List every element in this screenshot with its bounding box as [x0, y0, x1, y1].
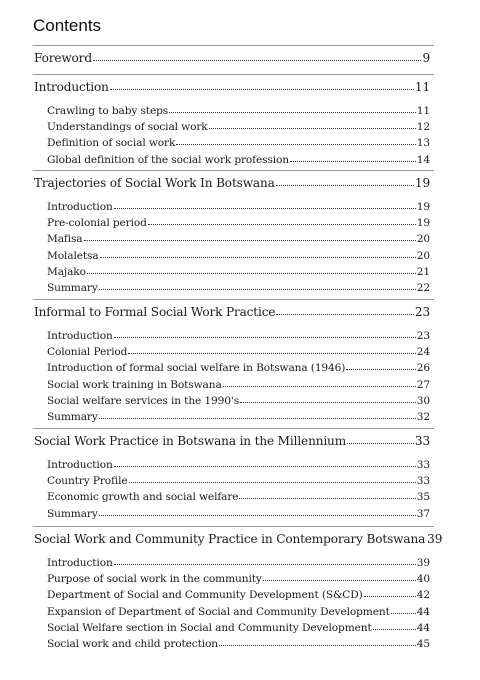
toc-section-entry[interactable] — [47, 556, 430, 569]
toc-section-entry[interactable] — [47, 120, 430, 133]
section-page-number: 14 — [416, 153, 430, 166]
dot-leader — [169, 103, 416, 113]
toc-section-entry[interactable] — [47, 458, 430, 471]
section-page-number: 20 — [416, 249, 430, 262]
toc-chapter-entry[interactable] — [34, 176, 430, 190]
section-page-number: 32 — [416, 411, 430, 423]
toc-section-entry[interactable] — [47, 200, 430, 213]
chapter-page-number: 9 — [422, 51, 430, 65]
dot-leader — [223, 377, 416, 387]
section-page-number: 44 — [416, 621, 430, 634]
section-title: Purpose of social work in the community — [47, 573, 262, 586]
section-title: Expansion of Department of Social and Community Development — [47, 605, 390, 618]
section-title: Social work training in Botswana — [47, 378, 222, 391]
chapter-page-number: 19 — [414, 176, 430, 190]
section-title: Social welfare services in the 1990's — [47, 394, 240, 407]
chapter-title: Foreword — [34, 51, 92, 65]
dot-leader — [239, 489, 415, 499]
section-title: Social work and child protection — [47, 638, 218, 650]
chapter-title: Trajectories of Social Work In Botswana — [34, 176, 275, 190]
chapter-page-number: 23 — [414, 305, 430, 319]
section-title: Introduction — [47, 557, 113, 569]
section-title: Country Profile — [47, 475, 128, 488]
section-page-number: 11 — [416, 105, 430, 117]
toc-section-entry[interactable] — [47, 621, 430, 634]
chapter-title: Introduction — [34, 80, 109, 94]
toc-section-entry[interactable] — [47, 361, 430, 374]
section-title: Molaletsa — [47, 249, 99, 262]
dot-leader — [84, 231, 416, 241]
section-title: Introduction — [47, 330, 113, 342]
chapter-title: Social Work and Community Practice in Contemporary Botswana — [34, 532, 426, 546]
dot-leader — [128, 344, 415, 354]
section-title: Mafisa — [47, 233, 83, 246]
section-title: Introduction — [47, 459, 113, 471]
toc-chapter-entry[interactable] — [34, 434, 430, 448]
toc-section-entry[interactable] — [47, 474, 430, 487]
chapter-divider — [33, 428, 434, 429]
dot-leader — [114, 457, 416, 467]
section-title: Global definition of the social work profession — [47, 153, 289, 166]
chapter-divider — [33, 299, 434, 300]
dot-leader — [110, 80, 414, 90]
section-title: Pre-colonial period — [47, 217, 147, 230]
section-page-number: 24 — [416, 346, 430, 359]
toc-section-entry[interactable] — [47, 345, 430, 358]
toc-section-entry[interactable] — [47, 265, 430, 278]
dot-leader — [347, 434, 414, 444]
dot-leader — [100, 248, 416, 258]
chapter-page-number: 39 — [427, 532, 443, 546]
dot-leader — [114, 328, 416, 338]
toc-section-entry[interactable] — [47, 394, 430, 407]
dot-leader — [93, 51, 422, 61]
section-title: Department of Social and Community Development (S&CD) — [47, 589, 363, 602]
dot-leader — [391, 604, 416, 614]
section-page-number: 12 — [416, 121, 430, 134]
dot-leader — [99, 280, 416, 290]
section-title: Summary — [47, 411, 98, 423]
toc-section-entry[interactable] — [47, 329, 430, 342]
section-title: Crawling to baby steps — [47, 105, 169, 117]
section-page-number: 26 — [416, 362, 430, 375]
chapter-title: Informal to Formal Social Work Practice — [34, 305, 276, 319]
section-title: Economic growth and social welfare — [47, 491, 239, 504]
section-page-number: 22 — [416, 282, 430, 294]
dot-leader — [114, 199, 416, 209]
toc-chapter-entry[interactable] — [34, 80, 430, 94]
section-page-number: 21 — [416, 265, 430, 278]
dot-leader — [99, 409, 416, 419]
toc-section-entry[interactable] — [47, 216, 430, 229]
section-page-number: 19 — [416, 217, 430, 230]
toc-section-entry[interactable] — [47, 410, 430, 423]
dot-leader — [276, 305, 414, 315]
toc-section-entry[interactable] — [47, 136, 430, 149]
section-title: Understandings of social work — [47, 121, 208, 134]
dot-leader — [114, 555, 416, 565]
section-title: Social Welfare section in Social and Community Development — [47, 621, 372, 634]
section-page-number: 13 — [416, 137, 430, 150]
dot-leader — [346, 360, 415, 370]
dot-leader — [240, 393, 416, 403]
section-page-number: 33 — [416, 459, 430, 471]
toc-section-entry[interactable] — [47, 249, 430, 262]
toc-section-entry[interactable] — [47, 281, 430, 294]
toc-section-entry[interactable] — [47, 378, 430, 391]
dot-leader — [290, 152, 416, 162]
section-page-number: 40 — [416, 573, 430, 586]
toc-chapter-entry[interactable] — [34, 51, 430, 65]
section-page-number: 27 — [416, 378, 430, 391]
toc-section-entry[interactable] — [47, 490, 430, 503]
section-page-number: 33 — [416, 475, 430, 488]
toc-section-entry[interactable] — [47, 153, 430, 166]
dot-leader — [129, 473, 416, 483]
chapter-divider — [33, 170, 434, 171]
section-title: Introduction of formal social welfare in Botswana (1946) — [47, 362, 346, 375]
section-title: Introduction — [47, 201, 113, 213]
dot-leader — [87, 264, 416, 274]
toc-chapter-entry[interactable] — [34, 532, 443, 546]
toc-section-entry[interactable] — [47, 507, 430, 520]
dot-leader — [219, 636, 416, 646]
section-page-number: 39 — [416, 557, 430, 569]
chapter-divider — [33, 526, 434, 527]
section-page-number: 42 — [416, 589, 430, 602]
toc-section-entry[interactable] — [47, 572, 430, 585]
chapter-page-number: 11 — [414, 80, 430, 94]
section-page-number: 20 — [416, 233, 430, 246]
dot-leader — [209, 119, 416, 129]
chapter-title: Social Work Practice in Botswana in the Millennium — [34, 434, 347, 448]
toc-section-entry[interactable] — [47, 232, 430, 245]
dot-leader — [364, 587, 416, 597]
toc-section-entry[interactable] — [47, 588, 430, 601]
section-title: Definition of social work — [47, 137, 176, 150]
chapter-divider — [33, 74, 434, 75]
section-page-number: 19 — [416, 201, 430, 213]
section-title: Majako — [47, 265, 86, 278]
section-page-number: 30 — [416, 394, 430, 407]
dot-leader — [148, 215, 416, 225]
chapter-page-number: 33 — [414, 434, 430, 448]
dot-leader — [276, 176, 414, 186]
dot-leader — [373, 620, 416, 630]
section-page-number: 23 — [416, 330, 430, 342]
toc-section-entry[interactable] — [47, 637, 430, 650]
chapter-divider — [33, 45, 434, 46]
dot-leader — [176, 135, 415, 145]
section-page-number: 35 — [416, 491, 430, 504]
section-title: Colonial Period — [47, 346, 128, 359]
toc-heading: Contents — [33, 16, 102, 35]
dot-leader — [263, 571, 416, 581]
section-page-number: 44 — [416, 605, 430, 618]
toc-section-entry[interactable] — [47, 104, 430, 117]
section-title: Summary — [47, 507, 98, 520]
section-page-number: 45 — [416, 638, 430, 650]
section-page-number: 37 — [416, 507, 430, 520]
toc-section-entry[interactable] — [47, 605, 430, 618]
section-title: Summary — [47, 282, 98, 294]
toc-chapter-entry[interactable] — [34, 305, 430, 319]
dot-leader — [99, 506, 416, 516]
